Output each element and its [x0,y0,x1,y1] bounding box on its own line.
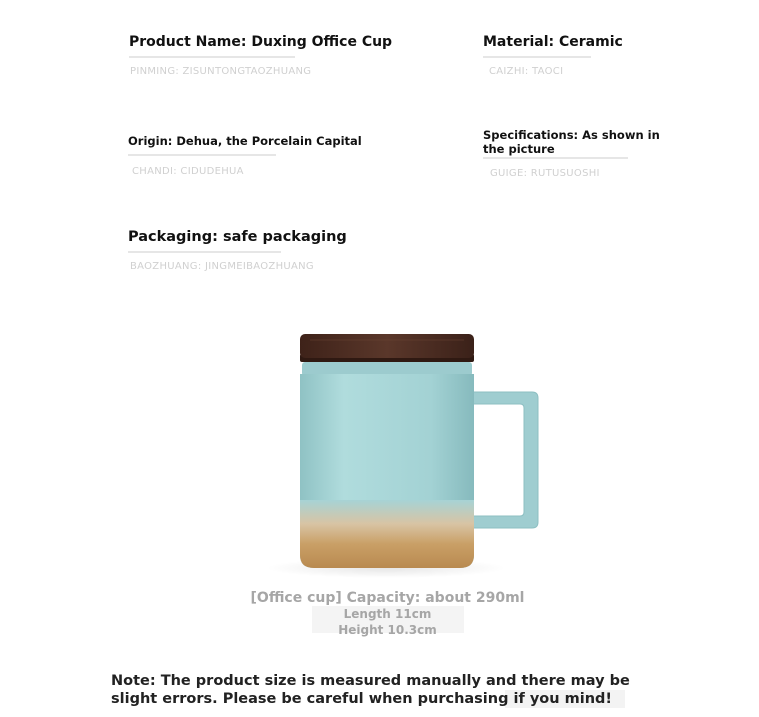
caption-capacity: [Office cup] Capacity: about 290ml [250,590,525,606]
spec-product-name [129,34,392,77]
divider [129,56,295,58]
spec-pinyin: BAOZHUANG: JINGMEIBAOZHUANG [130,261,314,272]
divider [483,56,591,58]
spec-material [483,34,623,77]
spec-label: Origin: Dehua, the Porcelain Capital [128,134,362,148]
divider [483,157,628,159]
spec-packaging [128,229,347,272]
spec-pinyin: PINMING: ZISUNTONGTAOZHUANG [130,66,312,77]
mug-handle [472,392,538,528]
spec-specifications [483,128,683,179]
mug-wooden-lid [300,334,474,358]
spec-label: Material: Ceramic [483,34,623,50]
divider [128,251,281,253]
purchase-note: Note: The product size is measured manually and there may be slight errors. Please be careful when purchasing if you mind! [111,673,630,707]
caption-length: Length 11cm [343,607,432,621]
spec-label: Packaging: safe packaging [128,229,347,245]
caption-height: Height 10.3cm [338,623,437,637]
divider [128,154,276,156]
product-image-mug [250,300,610,590]
spec-label: Specifications: As shown in the picture [483,128,660,156]
spec-label: Product Name: Duxing Office Cup [129,34,393,50]
mug-inner-rim [302,362,472,376]
spec-origin [128,134,362,177]
spec-pinyin: GUIGE: RUTUSUOSHI [490,168,600,179]
spec-pinyin: CHANDI: CIDUDEHUA [132,166,244,177]
spec-pinyin: CAIZHI: TAOCI [489,66,564,77]
mug-base-glaze [300,500,474,568]
